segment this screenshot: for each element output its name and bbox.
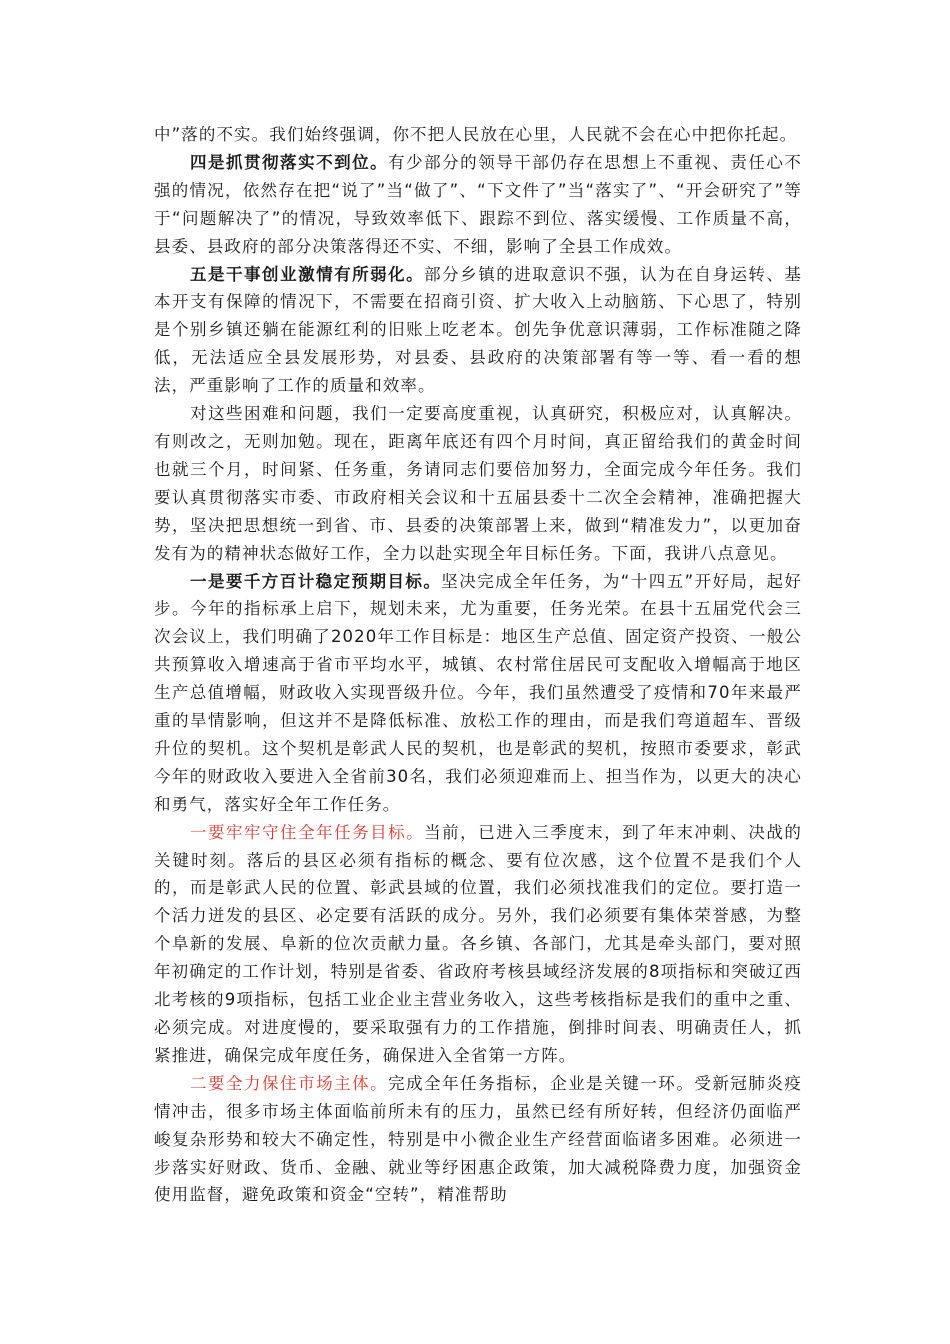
paragraph-2-body: 有少部分的领导干部仍存在思想上不重视、责任心不强的情况，依然存在把“说了”当“做了”、“下文件了”当“落实了”、“开会研究了”等于“问题解决了”的情况，导致效率低下、跟踪不到位、落实缓慢、工作质量不高，县委、县政府的部分决策落得还不实、不细，影响了全县工作成效。 xyxy=(154,152,802,256)
paragraph-7 xyxy=(154,1070,802,1210)
paragraph-3-body: 部分乡镇的进取意识不强，认为在自身运转、基本开支有保障的情况下，不需要在招商引资、扩大收入上动脑筋、下心思了，特别是个别乡镇还躺在能源红利的旧账上吃老本。创先争优意识薄弱，工作标准随之降低，无法适应全县发展形势，对县委、县政府的决策部署有等一等、看一看的想法，严重影响了工作的质量和效率。 xyxy=(154,264,802,396)
paragraph-5 xyxy=(154,568,802,819)
paragraph-4-body: 对这些困难和问题，我们一定要高度重视，认真研究，积极应对，认真解决。有则改之，无则加勉。现在，距离年底还有四个月时间，真正留给我们的黄金时间也就三个月，时间紧、任务重，务请同志们要倍加努力，全面完成今年任务。我们要认真贯彻落实市委、市政府相关会议和十五届县委十二次全会精神，准确把握大势，坚决把思想统一到省、市、县委的决策部署上来，做到“精准发力”，以更加奋发有为的精神状态做好工作，全力以赴实现全年目标任务。下面，我讲八点意见。 xyxy=(154,404,802,563)
paragraph-4 xyxy=(154,400,802,567)
document-page xyxy=(154,121,802,1209)
paragraph-1 xyxy=(154,121,802,149)
paragraph-5-heading: 一是要千方百计稳定预期目标。 xyxy=(190,571,442,591)
paragraph-3-heading: 五是干事创业激情有所弱化。 xyxy=(190,264,425,284)
paragraph-6-body: 当前，已进入三季度末，到了年末冲刺、决战的关键时刻。落后的县区必须有指标的概念、要有位次感，这个位置不是我们个人的，而是彰武人民的位置、彰武县域的位置，我们必须找准我们的定位。要打造一个活力迸发的县区、必定要有活跃的成分。另外，我们必须要有集体荣誉感，为整个阜新的发展、阜新的位次贡献力量。各乡镇、各部门，尤其是牵头部门，要对照年初确定的工作计划，特别是省委、省政府考核县域经济发展的8项指标和突破辽西北考核的9项指标，包括工业企业主营业务收入，这些考核指标是我们的重中之重、必须完成。对进度慢的，要采取强有力的工作措施，倒排时间表、明确责任人，抓紧推进，确保完成年度任务，确保进入全省第一方阵。 xyxy=(154,822,802,1065)
paragraph-6 xyxy=(154,819,802,1070)
paragraph-5-body: 坚决完成全年任务，为“十四五”开好局，起好步。今年的指标承上启下，规划未来，尤为重要，任务光荣。在县十五届党代会三次会议上，我们明确了2020年工作目标是：地区生产总值、固定资产投资、一般公共预算收入增速高于省市平均水平，城镇、农村常住居民可支配收入增幅高于地区生产总值增幅，财政收入实现晋级升位。今年，我们虽然遭受了疫情和70年来最严重的旱情影响，但这并不是降低标准、放松工作的理由，而是我们弯道超车、晋级升位的契机。这个契机是彰武人民的契机，也是彰武的契机，按照市委要求，彰武今年的财政收入要进入全省前30名，我们必须迎难而上、担当作为，以更大的决心和勇气，落实好全年工作任务。 xyxy=(154,571,802,814)
paragraph-1-body: 中”落的不实。我们始终强调，你不把人民放在心里，人民就不会在心中把你托起。 xyxy=(154,125,798,144)
paragraph-2-heading: 四是抓贯彻落实不到位。 xyxy=(190,152,389,172)
paragraph-7-body: 完成全年任务指标，企业是关键一环。受新冠肺炎疫情冲击，很多市场主体面临前所未有的压力，虽然已经有所好转，但经济仍面临严峻复杂形势和较大不确定性，特别是中小微企业生产经营面临诸多困难。必须进一步落实好财政、货币、金融、就业等纾困惠企政策，加大减税降费力度，加强资金使用监督，避免政策和资金“空转”，精准帮助 xyxy=(154,1073,802,1205)
paragraph-3 xyxy=(154,261,802,401)
paragraph-2 xyxy=(154,149,802,261)
paragraph-7-heading: 二要全力保住市场主体。 xyxy=(190,1073,389,1093)
paragraph-6-heading: 一要牢牢守住全年任务目标。 xyxy=(190,822,425,842)
